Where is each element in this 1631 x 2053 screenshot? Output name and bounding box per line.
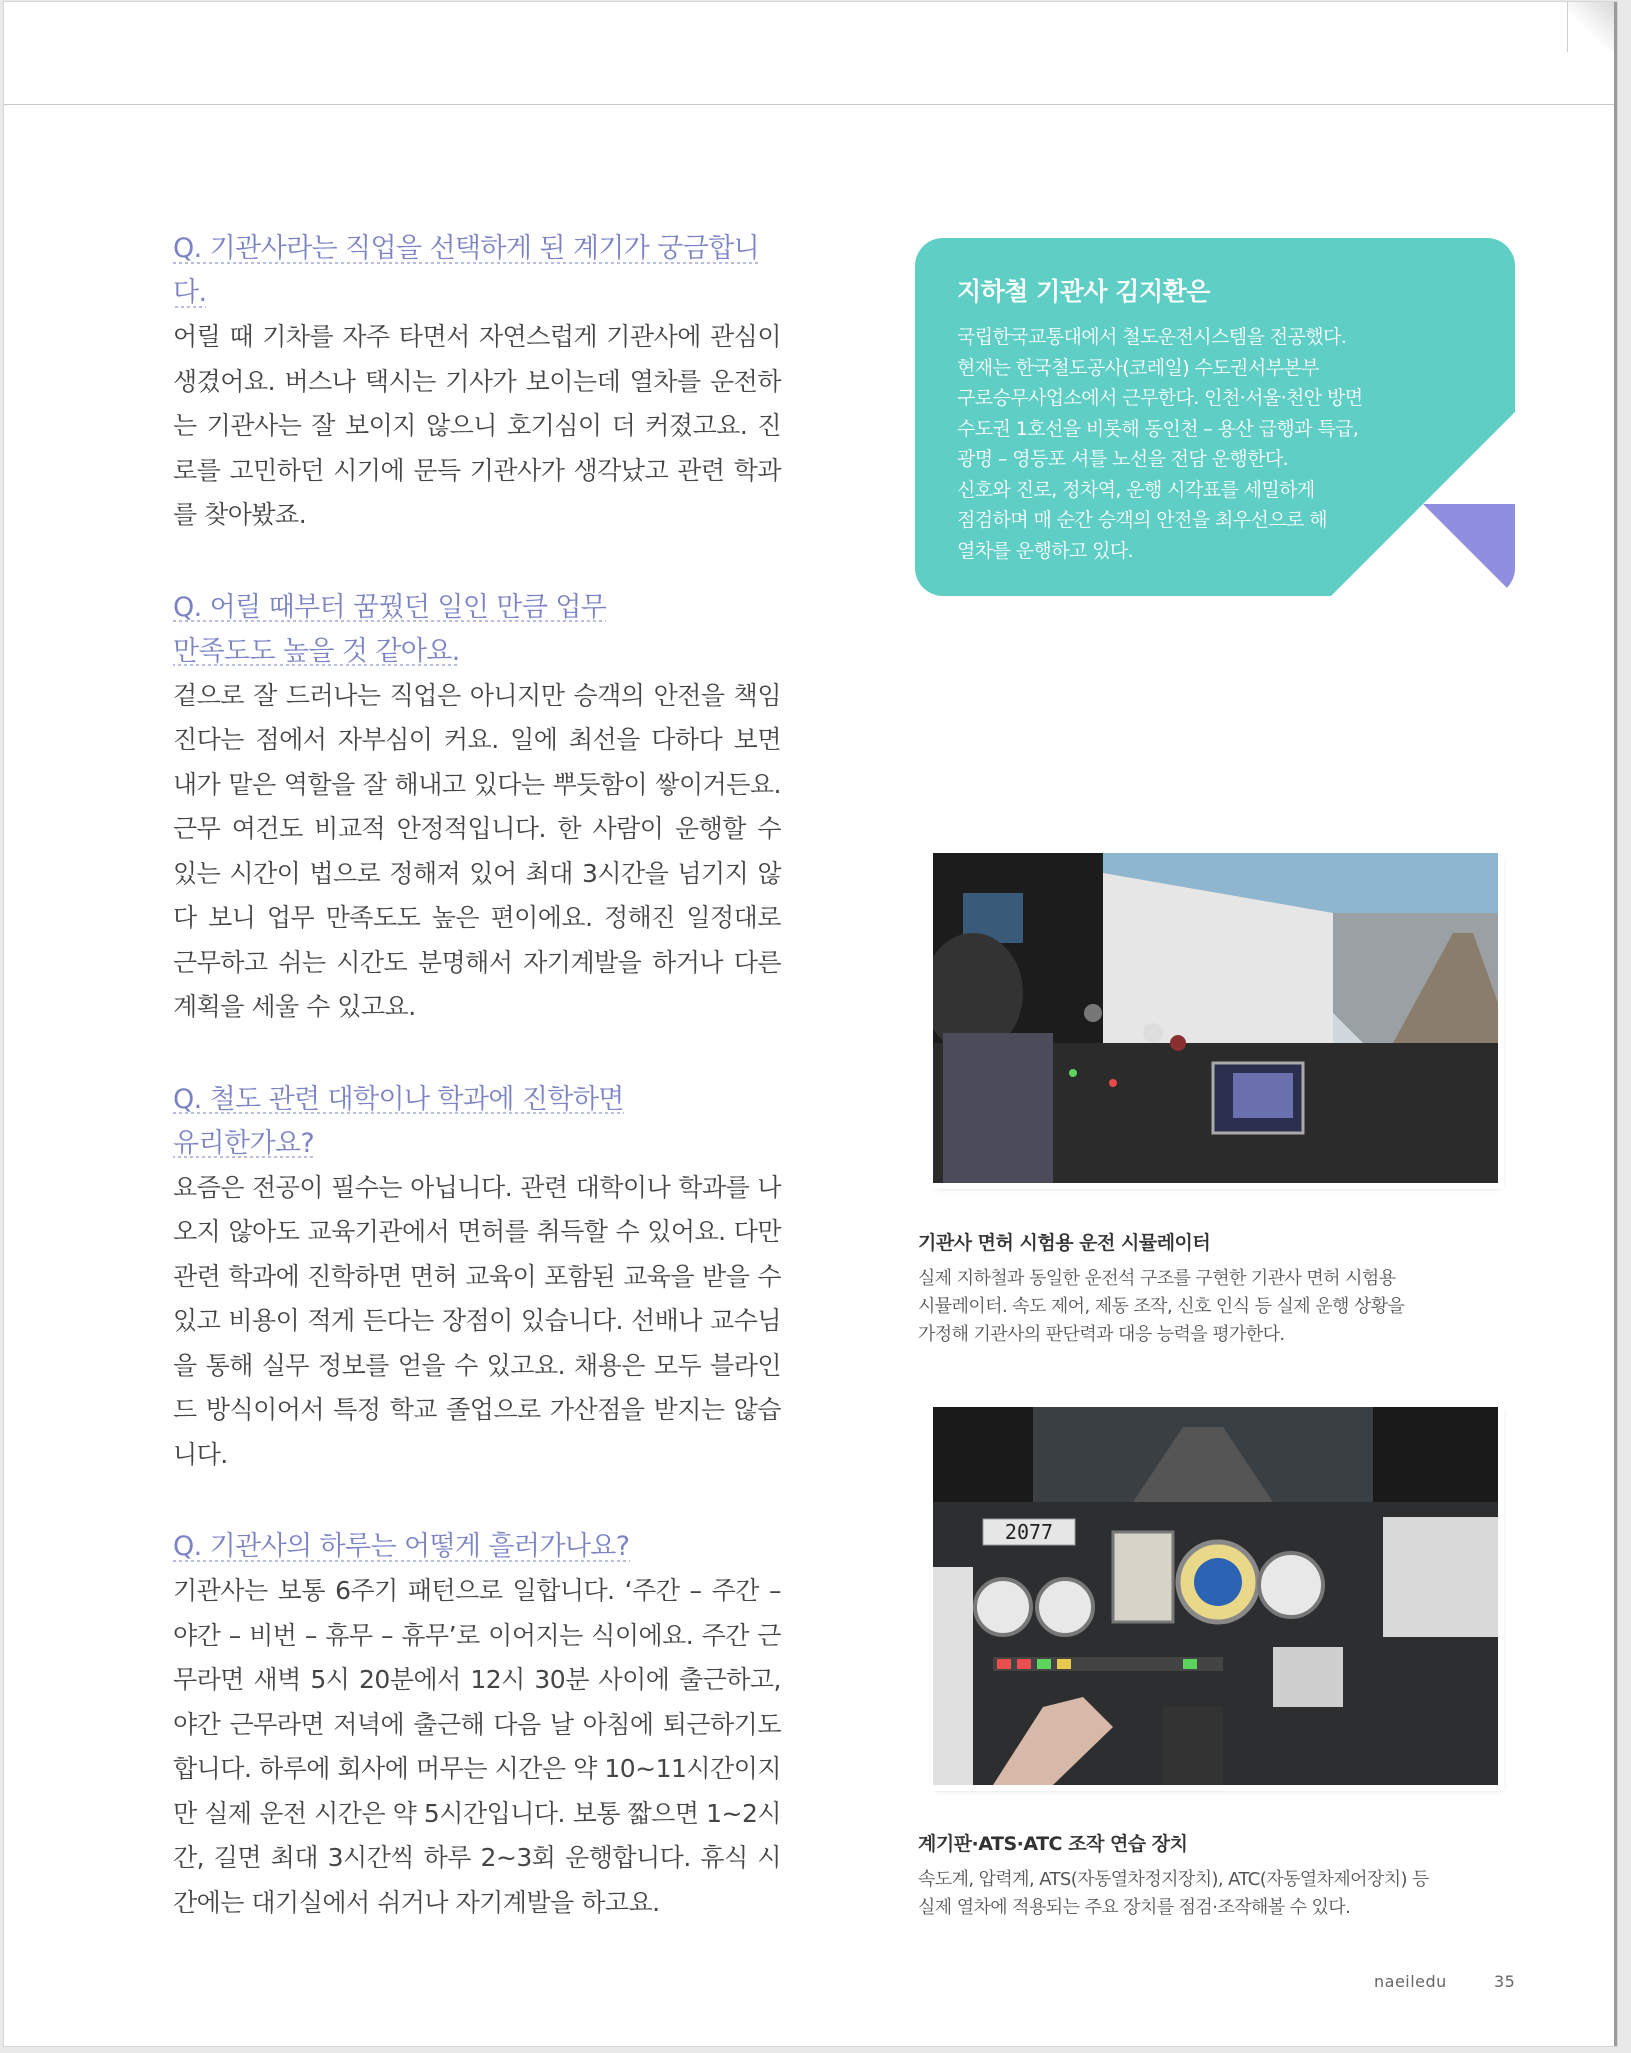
photo-caption	[918, 1829, 1508, 1922]
simulator-photo	[933, 853, 1498, 1183]
photo-caption	[918, 1228, 1508, 1349]
corner-fold	[1423, 504, 1515, 596]
answer-text: 요즘은 전공이 필수는 아닙니다. 관련 대학이나 학과를 나오지 않아도 교육기관에서 면허를 취득할 수 있어요. 다만 관련 학과에 진학하면 면허 교육이 포함된 교육을 받을 수 있고 비용이 적게 든다는 장점이 있습니다. 선배나 교수님을 통해 실무 정보를 얻을 수 있고요. 채용은 모두 블라인드 방식이어서 특정 학교 졸업으로 가산점을 받지는 않습니다.	[173, 1172, 781, 1469]
caption-title: 계기판·ATS·ATC 조작 연습 장치	[918, 1833, 1188, 1855]
profile-title: 지하철 기관사 김지환은	[957, 277, 1210, 306]
profile-text: 국립한국교통대에서 철도운전시스템을 전공했다. 현재는 한국철도공사(코레일) 수도권서부본부 구로승무사업소에서 근무한다. 인천·서울·천안 방면 수도권 1호선을 비롯해 동인천 – 용산 급행과 특급, 광명 – 영등포 셔틀 노선을 전담 운행한다. 신호와 진로, 정차역, 운행 시각표를 세밀하게 점검하며 매 순간 승객의 안전을 최우선으로 해 열차를 운행하고 있다.	[957, 326, 1363, 562]
interview-column	[173, 227, 781, 1973]
qa-item	[173, 1078, 781, 1478]
panel-number: 2077	[1004, 1520, 1054, 1544]
page-curl	[1567, 2, 1614, 52]
question-heading: Q. 기관사의 하루는 어떻게 흘러가나요?	[173, 1531, 630, 1562]
question-heading: Q. 기관사라는 직업을 선택하게 된 계기가 궁금합니다.	[173, 233, 760, 308]
answer-text: 기관사는 보통 6주기 패턴으로 일합니다. ‘주간 – 주간 – 야간 – 비번 – 휴무 – 휴무’로 이어지는 식이에요. 주간 근무라면 새벽 5시 20분에서 12시 30분 사이에 출근하고, 야간 근무라면 저녁에 출근해 다음 날 아침에 퇴근하기도 합니다. 하루에 회사에 머무는 시간은 약 10~11시간이지만 실제 운전 시간은 약 5시간입니다. 보통 짧으면 1~2시간, 길면 최대 3시간씩 하루 2~3회 운행합니다. 휴식 시간에는 대기실에서 쉬거나 자기계발을 하고요.	[173, 1576, 781, 1917]
profile-box	[915, 238, 1515, 596]
page-number: 35	[1494, 1972, 1516, 1991]
magazine-page	[4, 2, 1617, 2046]
footer-brand: naeiledu	[1374, 1972, 1447, 1991]
caption-text: 실제 지하철과 동일한 운전석 구조를 구현한 기관사 면허 시험용 시뮬레이터. 속도 제어, 제동 조작, 신호 인식 등 실제 운행 상황을 가정해 기관사의 판단력과 대응 능력을 평가한다.	[918, 1268, 1405, 1345]
qa-item	[173, 586, 781, 1030]
caption-title: 기관사 면허 시험용 운전 시뮬레이터	[918, 1232, 1211, 1254]
question-heading: Q. 철도 관련 대학이나 학과에 진학하면 유리한가요?	[173, 1083, 624, 1159]
header-rule	[4, 104, 1614, 105]
caption-text: 속도계, 압력계, ATS(자동열차정지장치), ATC(자동열차제어장치) 등 실제 열차에 적용되는 주요 장치를 점검·조작해볼 수 있다.	[918, 1869, 1429, 1918]
qa-item	[173, 227, 781, 538]
answer-text: 어릴 때 기차를 자주 타면서 자연스럽게 기관사에 관심이 생겼어요. 버스나 택시는 기사가 보이는데 열차를 운전하는 기관사는 잘 보이지 않으니 호기심이 더 커졌고요. 진로를 고민하던 시기에 문득 기관사가 생각났고 관련 학과를 찾아봤죠.	[173, 322, 781, 529]
question-heading: Q. 어릴 때부터 꿈꿨던 일인 만큼 업무 만족도도 높을 것 같아요.	[173, 591, 607, 667]
control-panel-photo	[933, 1407, 1498, 1785]
answer-text: 겉으로 잘 드러나는 직업은 아니지만 승객의 안전을 책임진다는 점에서 자부심이 커요. 일에 최선을 다하다 보면 내가 맡은 역할을 잘 해내고 있다는 뿌듯함이 쌓이거든요. 근무 여건도 비교적 안정적입니다. 한 사람이 운행할 수 있는 시간이 법으로 정해져 있어 최대 3시간을 넘기지 않다 보니 업무 만족도도 높은 편이에요. 정해진 일정대로 근무하고 쉬는 시간도 분명해서 자기계발을 하거나 다른 계획을 세울 수 있고요.	[173, 680, 781, 1021]
qa-item	[173, 1525, 781, 1925]
